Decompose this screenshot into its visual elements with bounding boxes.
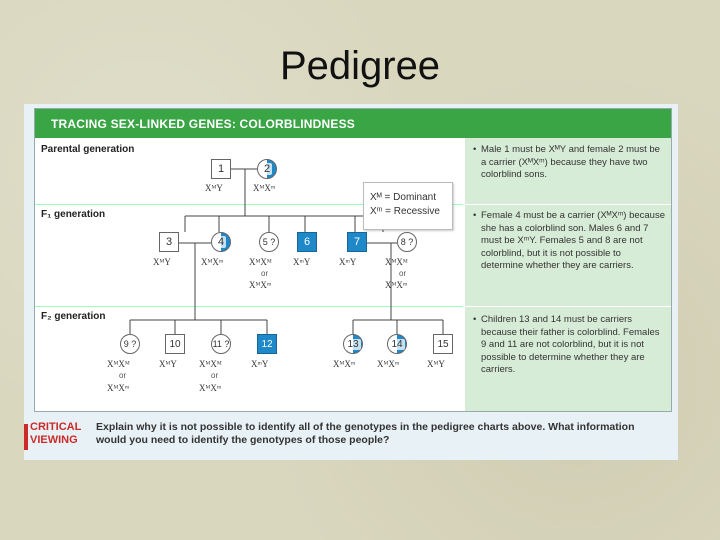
individual-3-male [159,232,179,252]
genotype-3: XᴹY [153,257,171,267]
individual-label: 6 [303,236,311,248]
individual-label: 11 ? [212,339,230,349]
individual-label: 15 [437,338,449,350]
row-divider [465,204,671,205]
individual-13-carrier-female [343,334,363,354]
individual-label: 3 [165,236,173,248]
individual-label: 9 ? [123,339,137,349]
row-label-f1: F₁ generation [41,209,106,220]
individual-label: 12 [261,338,273,350]
allele-legend [363,182,453,230]
individual-11-female [211,334,231,354]
critical-line-1: CRITICAL [30,421,82,433]
explanation-column [465,138,671,411]
individual-label: 8 ? [400,237,414,247]
genotype-9b: XᴹXᵐ [107,383,130,393]
individual-label: 4 [217,236,225,248]
pedigree-chart [35,138,463,411]
critical-line-2: VIEWING [30,434,78,446]
note-text: • Children 13 and 14 must be carriers because their father is colorblind. Females 9 and 11 are not colorblind, but it is not possible to determine whether they are carriers. [481,314,660,375]
individual-label: 5 ? [262,237,276,247]
genotype-12: XᵐY [251,359,269,369]
genotype-7: XᵐY [339,257,357,267]
or-label: or [211,371,219,380]
individual-15-male [433,334,453,354]
genotype-14: XᴹXᵐ [377,359,400,369]
individual-14-carrier-female [387,334,407,354]
or-label: or [399,269,407,278]
individual-label: 1 [217,163,225,175]
or-label: or [119,371,127,380]
genotype-1: XᴹY [205,183,223,193]
banner-title: TRACING SEX-LINKED GENES: COLORBLINDNESS [51,117,356,131]
genotype-2: XᴹXᵐ [253,183,276,193]
genotype-4: XᴹXᵐ [201,257,224,267]
individual-label: 13 [347,338,359,350]
individual-label: 10 [169,338,181,350]
critical-bar [24,424,28,450]
genotype-11a: XᴹXᴹ [199,359,222,369]
slide-title: Pedigree [279,44,441,88]
genotype-10: XᴹY [159,359,177,369]
individual-label: 14 [391,338,403,350]
note-f1 [473,210,665,273]
row-divider [465,306,671,307]
legend-dominant: Xᴹ = Dominant [370,192,436,203]
genotype-5a: XᴹXᴹ [249,257,272,267]
individual-2-carrier-female [257,159,277,179]
genotype-11b: XᴹXᵐ [199,383,222,393]
critical-question: Explain why it is not possible to identify all of the genotypes in the pedigree charts above. What information would you need to identify the genotypes of those people? [96,421,635,446]
individual-1-male [211,159,231,179]
genotype-6: XᵐY [293,257,311,267]
individual-label: 7 [353,236,361,248]
genotype-15: XᴹY [427,359,445,369]
row-label-f2: F₂ generation [41,311,106,322]
genotype-9a: XᴹXᴹ [107,359,130,369]
individual-7-affected-male [347,232,367,252]
individual-label: 2 [263,163,271,175]
pedigree-panel [34,108,672,412]
individual-4-carrier-female [211,232,231,252]
individual-10-male [165,334,185,354]
individual-12-affected-male [257,334,277,354]
genotype-5b: XᴹXᵐ [249,280,272,290]
note-text: • Male 1 must be XᴹY and female 2 must be a carrier (XᴹXᵐ) because they have two colorblind sons. [481,144,660,180]
figure-banner [35,109,671,138]
individual-6-affected-male [297,232,317,252]
note-text: • Female 4 must be a carrier (XᴹXᵐ) because she has a colorblind son. Males 6 and 7 must be XᵐY. Females 5 and 8 are not colorblind, but it is not possible to determine whether they are carriers. [481,210,665,271]
individual-9-female [120,334,140,354]
note-parental [473,144,665,182]
genotype-13: XᴹXᵐ [333,359,356,369]
genotype-8b: XᴹXᵐ [385,280,408,290]
individual-8-female [397,232,417,252]
critical-viewing-label [30,421,81,447]
or-label: or [261,269,269,278]
genotype-8a: XᴹXᴹ [385,257,408,267]
legend-recessive: Xᵐ = Recessive [370,206,440,217]
pedigree-figure [24,104,678,460]
note-f2 [473,314,665,377]
individual-5-female [259,232,279,252]
row-label-parental: Parental generation [41,144,135,155]
